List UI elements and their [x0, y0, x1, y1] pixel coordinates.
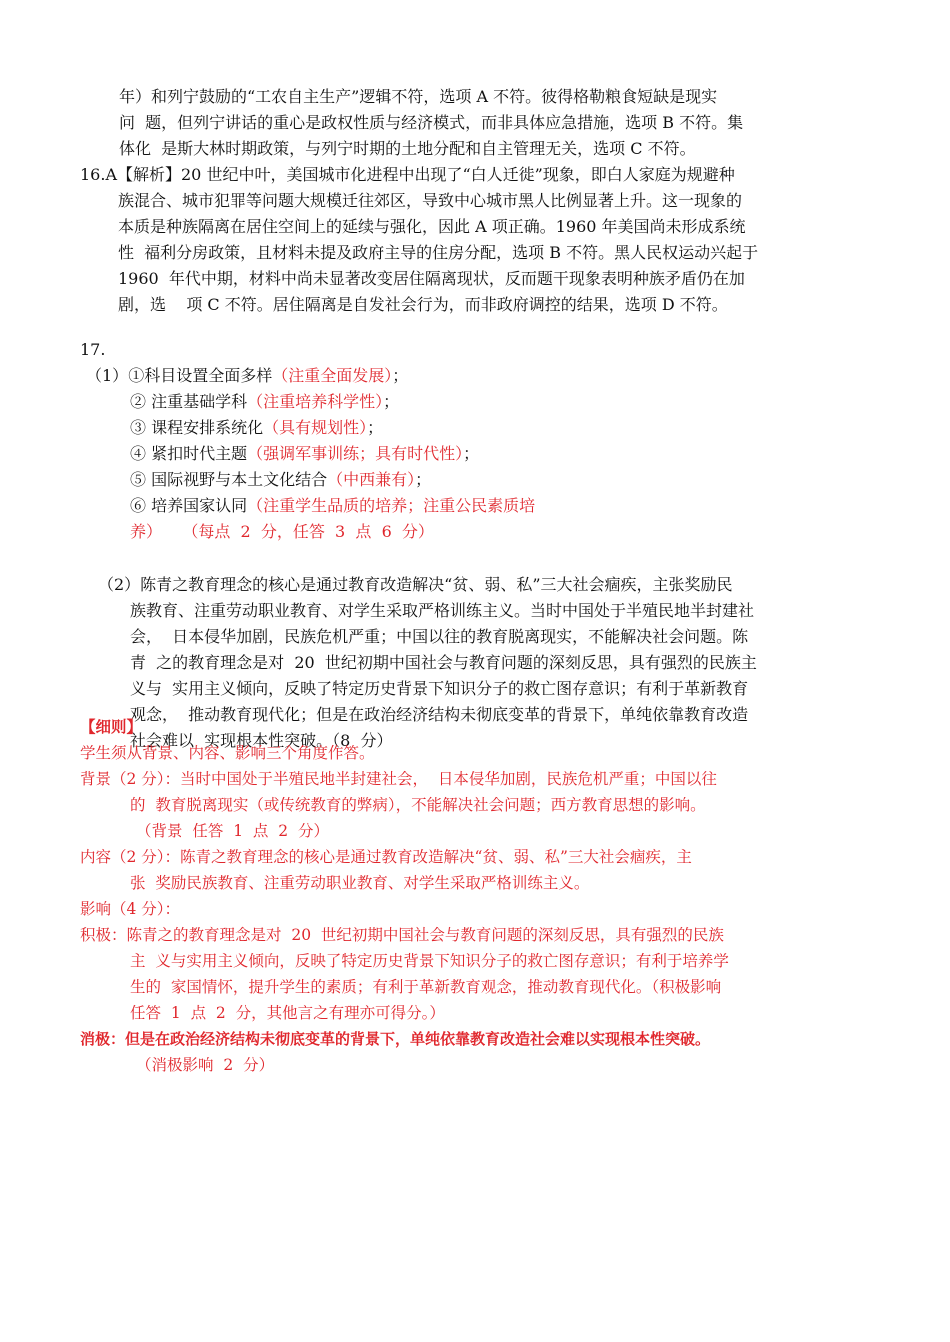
text-line: （2）陈青之教育理念的核心是通过教育改造解决“贫、弱、私”三大社会痼疾，主张奖励民	[98, 575, 733, 594]
text-line: 族混合、城市犯罪等问题大规模迁往郊区，导致中心城市黑人比例显著上升。这一现象的	[118, 191, 743, 210]
q15-continuation	[119, 84, 743, 162]
item-tail: ；	[392, 366, 409, 385]
part-prefix: （1）	[86, 366, 129, 385]
positive-line: 任答 1 点 2 分，其他言之有理亦可得分。）	[130, 1004, 445, 1022]
content-line: 张 奖励民族教育、注重劳动职业教育、对学生采取严格训练主义。	[130, 874, 590, 892]
q17-item-2	[130, 389, 535, 415]
q17-part1	[86, 363, 535, 545]
item-text: ④ 紧扣时代主题	[130, 444, 248, 463]
q17-item-4	[130, 441, 535, 467]
text-line: 体化 是斯大林时期政策，与列宁时期的土地分配和自主管理无关，选项 C 不符。	[119, 139, 696, 158]
rules-heading: 【细则】	[80, 717, 143, 736]
text-line: 问 题，但列宁讲话的重心是政权性质与经济模式，而非具体应急措施，选项 B 不符。集	[119, 113, 744, 132]
background-line: 背景（2 分）：当时中国处于半殖民地半封建社会， 日本侵华加剧，民族危机严重；中国以往	[80, 770, 717, 788]
item-note: （注重培养科学性）	[247, 392, 384, 411]
item-text: ⑤ 国际视野与本土文化结合	[130, 470, 328, 489]
item-note: （注重学生品质的培养；注重公民素质培	[247, 496, 536, 515]
text-line: 剧，选 项 C 不符。居住隔离是自发社会行为，而非政府调控的结果，选项 D 不符。	[118, 295, 728, 314]
text-line: 会， 日本侵华加剧，民族危机严重；中国以往的教育脱离现实，不能解决社会问题。陈	[130, 627, 749, 646]
rules-intro: 学生须从背景、内容、影响三个角度作答。	[80, 744, 375, 762]
positive-line: 积极：陈青之的教育理念是对 20 世纪初期中国社会与教育问题的深刻反思，具有强烈的民族	[80, 926, 724, 944]
item-tail: ；	[383, 392, 400, 411]
positive-line: 生的 家国情怀，提升学生的素质；有利于革新教育观念，推动教育现代化。（积极影响	[130, 978, 722, 996]
negative-score: （消极影响 2 分）	[136, 1056, 275, 1074]
item-note: （中西兼有）	[327, 470, 416, 489]
text-line: 族教育、注重劳动职业教育、对学生采取严格训练主义。当时中国处于半殖民地半封建社	[130, 601, 755, 620]
item-note: （注重全面发展）	[272, 366, 393, 385]
text-line: 社会难以 实现根本性突破。（8 分）	[130, 731, 393, 750]
item-text: ② 注重基础学科	[130, 392, 248, 411]
text-line: 观念， 推动教育现代化；但是在政治经济结构未彻底变革的背景下，单纯依靠教育改造	[130, 705, 749, 724]
text-line: 年）和列宁鼓励的“工农自主生产”逻辑不符，选项 A 不符。彼得格勒粮食短缺是现实	[119, 87, 718, 106]
text-line: 义与 实用主义倾向，反映了特定历史背景下知识分子的救亡图存意识；有利于革新教育	[130, 679, 749, 698]
q17-items	[86, 389, 535, 545]
q17-item-5	[130, 467, 535, 493]
item-tail: ；	[367, 418, 384, 437]
item-tail: ；	[463, 444, 480, 463]
q16-first-line: 16.A【解析】20 世纪中叶，美国城市化进程中出现了“白人迁徙”现象，即白人家庭为规避种	[80, 165, 735, 184]
q17-number: 17.	[80, 340, 106, 359]
content-line: 内容（2 分）：陈青之教育理念的核心是通过教育改造解决“贫、弱、私”三大社会痼疾，主	[80, 848, 692, 866]
item-note: （具有规划性）	[263, 418, 368, 437]
negative-line: 消极：但是在政治经济结构未彻底变革的背景下，单纯依靠教育改造社会难以实现根本性突破。	[80, 1030, 711, 1048]
item-text: ①科目设置全面多样	[128, 366, 273, 385]
text-line: 1960 年代中期，材料中尚未显著改变居住隔离现状，反而题干现象表明种族矛盾仍在加	[118, 269, 745, 288]
item-tail: ；	[415, 470, 432, 489]
item-note-cont: 养）	[130, 522, 163, 541]
q17-item-6	[130, 493, 535, 519]
q17-item-1	[86, 363, 535, 389]
scoring-rules	[80, 714, 729, 1078]
background-score: （背景 任答 1 点 2 分）	[136, 822, 329, 840]
score-note: （每点 2 分，任答 3 点 6 分）	[162, 522, 434, 541]
q16-body	[80, 188, 758, 318]
positive-line: 主 义与实用主义倾向，反映了特定历史背景下知识分子的救亡图存意识；有利于培养学	[130, 952, 729, 970]
text-line: 青 之的教育理念是对 20 世纪初期中国社会与教育问题的深刻反思，具有强烈的民族主	[130, 653, 757, 672]
item-text: ⑥ 培养国家认同	[130, 496, 248, 515]
q16-answer	[80, 162, 758, 318]
q17-item-6-cont	[130, 519, 535, 545]
q17-item-3	[130, 415, 535, 441]
text-line: 本质是种族隔离在居住空间上的延续与强化，因此 A 项正确。1960 年美国尚未形成系统	[118, 217, 746, 236]
item-text: ③ 课程安排系统化	[130, 418, 264, 437]
item-note: （强调军事训练；具有时代性）	[247, 444, 464, 463]
text-line: 性 福利分房政策，且材料未提及政府主导的住房分配，选项 B 不符。黑人民权运动兴起于	[118, 243, 759, 262]
background-line: 的 教育脱离现实（或传统教育的弊病），不能解决社会问题；西方教育思想的影响。	[130, 796, 706, 814]
impact-heading: 影响（4 分）：	[80, 900, 181, 918]
